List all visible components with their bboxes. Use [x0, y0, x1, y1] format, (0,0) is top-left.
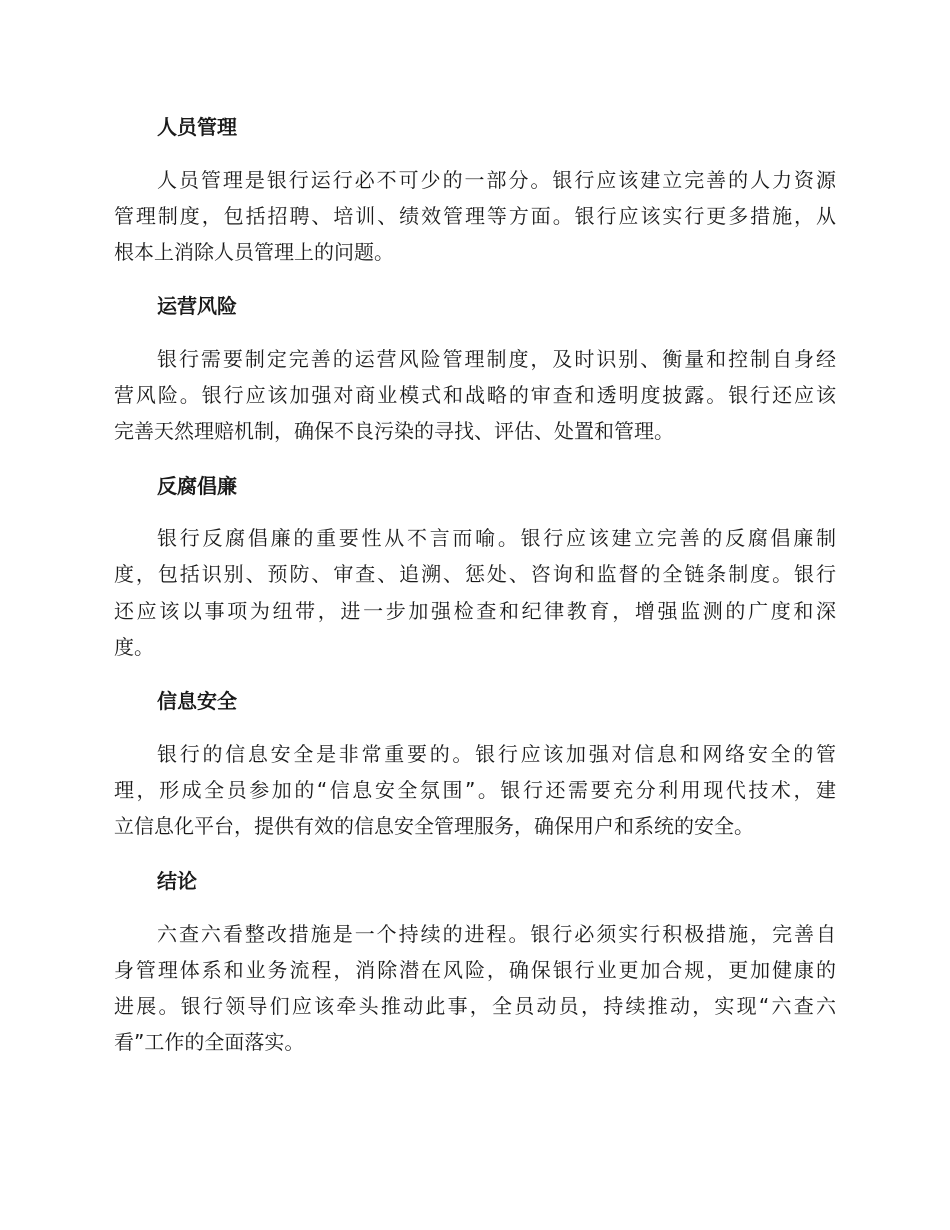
section-heading: 结论: [157, 869, 197, 893]
paragraph-line: 完善天然理赔机制，确保不良污染的寻找、评估、处置和管理。: [114, 419, 674, 443]
paragraph-line: 六查六看整改措施是一个持续的进程。银行必须实行积极措施，完善自: [157, 922, 836, 946]
paragraph-line: 进展。银行领导们应该牵头推动此事，全员动员，持续推动，实现“六查六: [114, 994, 836, 1018]
paragraph-line: 还应该以事项为纽带，进一步加强检查和纪律教育，增强监测的广度和深: [114, 599, 836, 623]
section-heading: 运营风险: [157, 294, 237, 318]
paragraph-line: 银行反腐倡廉的重要性从不言而喻。银行应该建立完善的反腐倡廉制: [157, 526, 836, 550]
paragraph-line: 管理制度，包括招聘、培训、绩效管理等方面。银行应该实行更多措施，从: [114, 204, 836, 228]
section-heading: 反腐倡廉: [157, 474, 237, 498]
paragraph-line: 看”工作的全面落实。: [114, 1030, 305, 1054]
paragraph-line: 营风险。银行应该加强对商业模式和战略的审查和透明度披露。银行还应该: [114, 383, 836, 407]
section-heading: 人员管理: [157, 115, 237, 139]
paragraph-line: 立信息化平台，提供有效的信息安全管理服务，确保用户和系统的安全。: [114, 814, 754, 838]
paragraph-line: 银行的信息安全是非常重要的。银行应该加强对信息和网络安全的管: [157, 742, 836, 766]
paragraph-line: 身管理体系和业务流程，消除潜在风险，确保银行业更加合规，更加健康的: [114, 958, 836, 982]
section-heading: 信息安全: [157, 689, 237, 713]
paragraph-line: 人员管理是银行运行必不可少的一部分。银行应该建立完善的人力资源: [157, 168, 836, 192]
paragraph-line: 根本上消除人员管理上的问题。: [114, 240, 394, 264]
paragraph-line: 度，包括识别、预防、审查、追溯、惩处、咨询和监督的全链条制度。银行: [114, 562, 836, 586]
paragraph-line: 理，形成全员参加的“信息安全氛围”。银行还需要充分利用现代技术，建: [114, 778, 836, 802]
paragraph-line: 银行需要制定完善的运营风险管理制度，及时识别、衡量和控制自身经: [157, 347, 836, 371]
paragraph-line: 度。: [114, 635, 154, 659]
